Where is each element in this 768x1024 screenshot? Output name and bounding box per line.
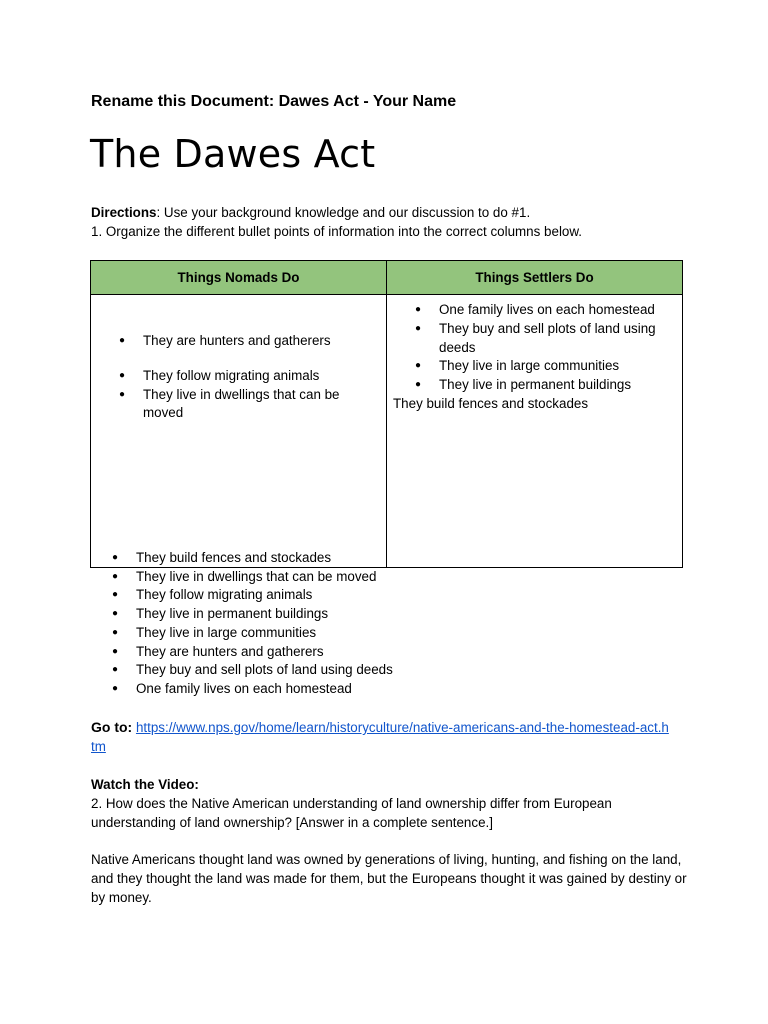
list-item: ● They buy and sell plots of land using deeds [112, 661, 672, 680]
nomads-header: Things Nomads Do [91, 261, 387, 295]
list-item: ● They are hunters and gatherers [112, 643, 672, 662]
settlers-list [393, 301, 674, 395]
directions-block [91, 203, 691, 241]
list-item: ● They live in permanent buildings [112, 605, 672, 624]
directions-text: : Use your background knowledge and our discussion to do #1. [156, 205, 531, 220]
goto-block [91, 718, 671, 756]
list-item: ● One family lives on each homestead [112, 680, 672, 699]
list-item: ● They follow migrating animals [119, 367, 378, 386]
list-item: ● They live in large communities [415, 357, 674, 376]
video-heading: Watch the Video: [91, 777, 199, 792]
document-title: The Dawes Act [90, 132, 376, 176]
answer-text[interactable]: Native Americans thought land was owned by generations of living, hunting, and fishing on the land, and they thought the land was made for them, but the Europeans thought it was gained by destiny or by money. [91, 852, 687, 905]
list-item: ● They follow migrating animals [112, 586, 672, 605]
directions-line [91, 203, 691, 222]
video-block [91, 775, 681, 832]
goto-label: Go to: [91, 719, 133, 735]
bullet-options-block [112, 549, 672, 699]
question-two: 2. How does the Native American understanding of land ownership differ from European understanding of land ownership? [Answer in a complete sentence.] [91, 796, 612, 830]
directions-label: Directions [91, 205, 157, 220]
rename-instruction: Rename this Document: Dawes Act - Your Name [91, 93, 457, 110]
list-item: ● They live in large communities [112, 624, 672, 643]
nps-link[interactable]: https://www.nps.gov/home/learn/historyculture/native-americans-and-the-homestead-act.htm [91, 720, 669, 754]
table-body-row [91, 295, 683, 568]
list-item: ● They build fences and stockades [112, 549, 672, 568]
list-item: ● They buy and sell plots of land using deeds [415, 320, 674, 358]
bullet-options-list [112, 549, 672, 699]
settlers-unbulleted-item: They build fences and stockades [393, 395, 589, 411]
table-header-row [91, 261, 683, 295]
list-item: ● They live in dwellings that can be moved [119, 386, 378, 424]
list-item: ● They live in permanent buildings [415, 376, 674, 395]
list-item: ● One family lives on each homestead [415, 301, 674, 320]
settlers-cell[interactable] [387, 295, 683, 568]
sorting-table [90, 260, 683, 568]
step-one-instruction: 1. Organize the different bullet points of information into the correct columns below. [91, 224, 583, 239]
nomads-cell[interactable] [91, 295, 387, 568]
list-item: ● They are hunters and gatherers [119, 332, 378, 351]
list-item: ● They live in dwellings that can be moved [112, 568, 672, 587]
settlers-header: Things Settlers Do [387, 261, 683, 295]
nomads-list [119, 332, 378, 423]
